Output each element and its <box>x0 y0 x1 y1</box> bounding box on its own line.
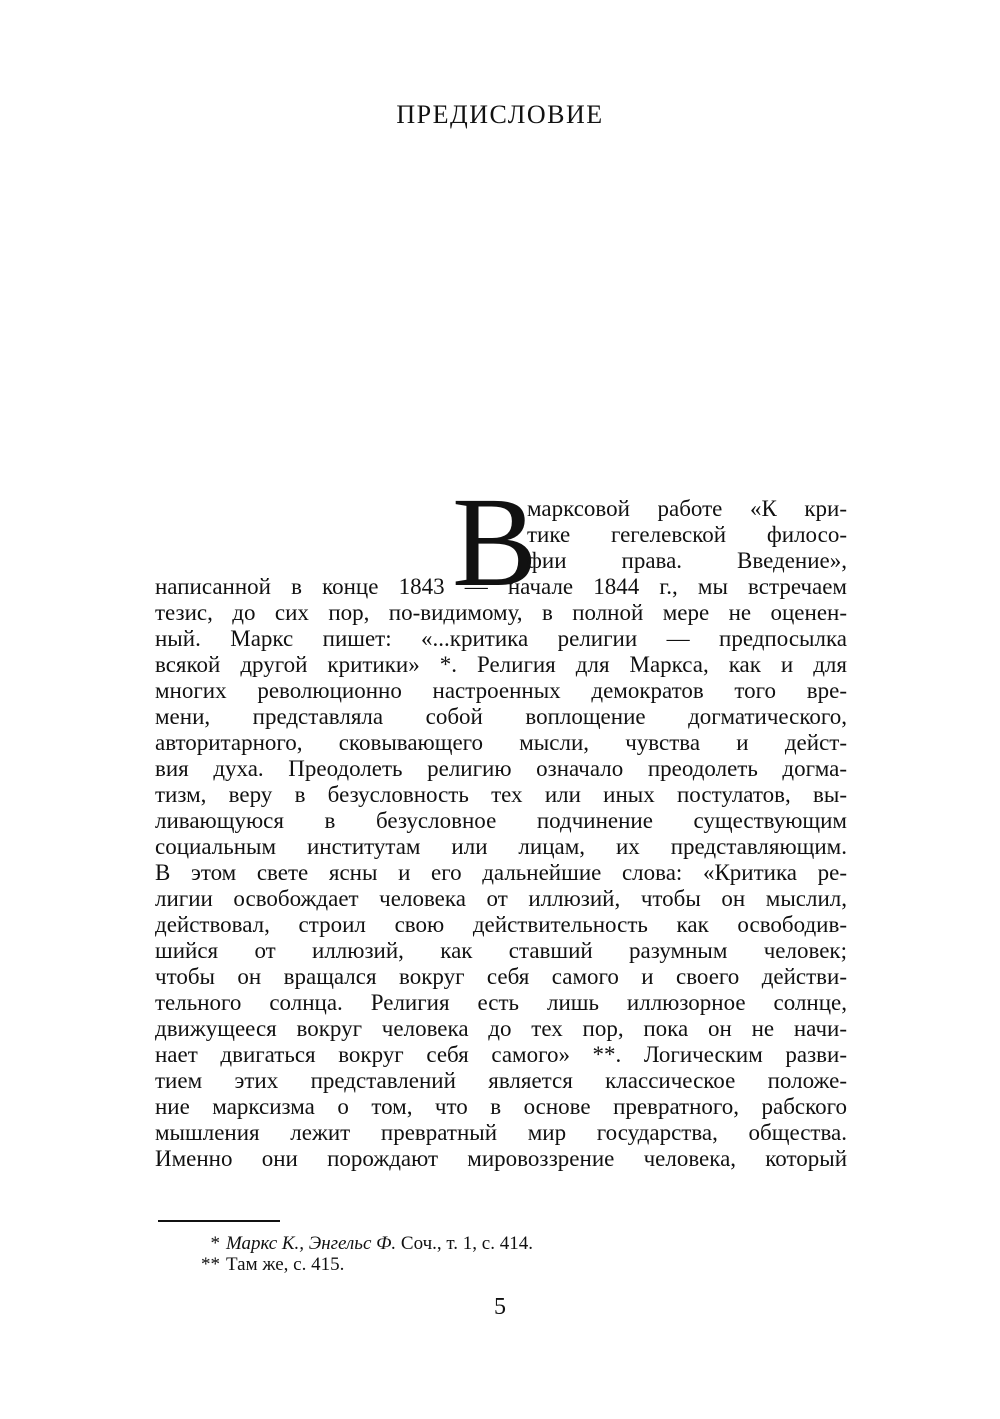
text-line: тезис, до сих пор, по-видимому, в полной мере не оценен- <box>155 600 847 625</box>
text-line: В этом свете ясны и его дальнейшие слова: «Критика ре- <box>155 860 847 885</box>
text-line: ние марксизма о том, что в основе превратного, рабского <box>155 1094 847 1119</box>
text-line: шийся от иллюзий, как ставший разумным человек; <box>155 938 847 963</box>
page-number: 5 <box>494 1294 506 1320</box>
text-line: тельного солнца. Религия есть лишь иллюзорное солнце, <box>155 990 847 1015</box>
footnote-text: Соч., т. 1, с. 414. <box>396 1233 533 1254</box>
footnote-text: Там же, с. 415. <box>226 1254 345 1275</box>
text-line: ливающуюся в безусловное подчинение существующим <box>155 808 847 833</box>
text-line: мышления лежит превратный мир государства, общества. <box>155 1120 847 1145</box>
footnote-authors: Маркс К., Энгельс Ф. <box>226 1233 397 1254</box>
text-line: мени, представляла собой воплощение догматического, <box>155 704 847 729</box>
text-line: ный. Маркс пишет: «...критика религии — предпосылка <box>155 626 847 651</box>
text-line: авторитарного, сковывающего мысли, чувства и дейст- <box>155 730 847 755</box>
text-line: действовал, строил свою действительность как освободив- <box>155 912 847 937</box>
footnote-mark: * <box>210 1233 220 1254</box>
text-line: всякой другой критики» *. Религия для Маркса, как и для <box>155 652 847 677</box>
footnote <box>190 1253 344 1277</box>
page-heading: ПРЕДИСЛОВИЕ <box>396 100 604 129</box>
text-line: тием этих представлений является классическое положе- <box>155 1068 847 1093</box>
text-line: написанной в конце 1843 — начале 1844 г., мы встречаем <box>155 574 847 599</box>
text-line: Именно они порождают мировоззрение человека, который <box>155 1146 847 1171</box>
text-line: тизм, веру в безусловность тех или иных постулатов, вы- <box>155 782 847 807</box>
intro-line: марксовой работе «К кри- <box>527 496 847 521</box>
text-line: чтобы он вращался вокруг себя самого и своего действи- <box>155 964 847 989</box>
footnote-mark: ** <box>201 1254 220 1275</box>
footnote-separator <box>158 1220 280 1222</box>
text-line: многих революционно настроенных демократов того вре- <box>155 678 847 703</box>
text-line: движущееся вокруг человека до тех пор, пока он не начи- <box>155 1016 847 1041</box>
text-line: социальным институтам или лицам, их представляющим. <box>155 834 847 859</box>
text-line: лигии освобождает человека от иллюзий, чтобы он мыслил, <box>155 886 847 911</box>
drop-cap-letter: В <box>452 471 538 613</box>
intro-line: фии права. Введение», <box>527 548 847 573</box>
text-line: нает двигаться вокруг себя самого» **. Логическим разви- <box>155 1042 847 1067</box>
intro-line: тике гегелевской филосо- <box>527 522 847 547</box>
text-line: вия духа. Преодолеть религию означало преодолеть догма- <box>155 756 847 781</box>
